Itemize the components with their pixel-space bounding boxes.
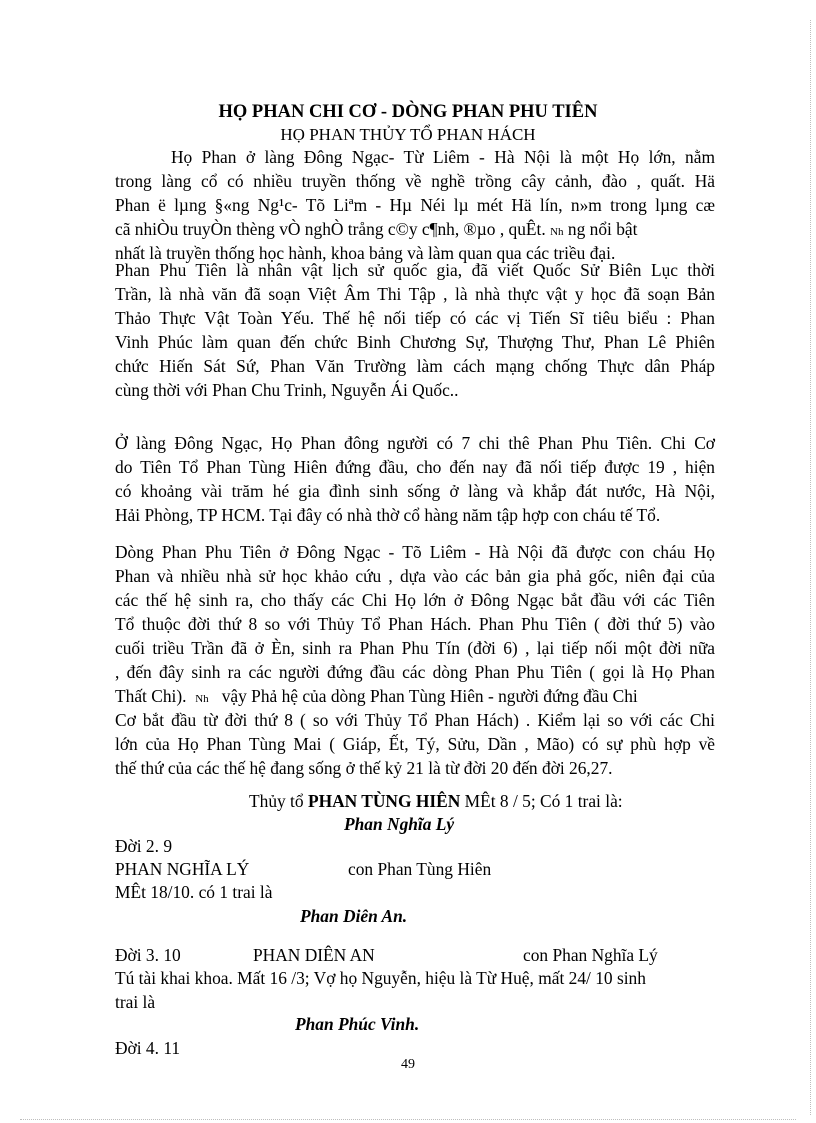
- small-text: Nh: [195, 693, 209, 705]
- text-line: [115, 684, 715, 708]
- paragraph-phan-phu-tien: [115, 258, 715, 402]
- thuy-to-name: PHAN TÙNG HIÊN: [307, 791, 461, 811]
- text-line: cùng thời với Phan Chu Trinh, Nguyễn Ái Quốc..: [115, 380, 459, 400]
- text-line: Cơ bắt đầu từ đời thứ 8 ( so với Thủy Tổ Phan Hách) . Kiểm lại so với các Chi: [115, 710, 715, 730]
- generation-note: trai là: [115, 992, 156, 1012]
- text-line: cuối triều Trần đã ở Èn, sinh ra Phan Phu Tín (đời 6) , lại tiếp nối một đời nữa: [115, 638, 715, 658]
- text-line: có khoảng vài trăm hé gia đình sinh sống ở làng và khắp đát nước, Hà Nội,: [115, 481, 715, 501]
- text-fragment: ng nổi bật: [567, 219, 638, 239]
- document-subtitle: HỌ PHAN THỦY TỔ PHAN HÁCH: [280, 125, 536, 144]
- text-fragment: Thất Chi).: [115, 686, 187, 706]
- text-line: Phan ë lµng §«ng Ng¹c- Tõ Liªm - Hµ Néi lµ mét Hä lín, n»m trong lµng cæ: [115, 195, 715, 215]
- text-line: Phan Phu Tiên là nhân vật lịch sử quốc gia, đã viết Quốc Sử Biên Lục thời: [115, 260, 715, 280]
- text-line: Thảo Thực Vật Toàn Yếu. Thế hệ nối tiếp có các vị Tiến Sĩ tiêu biểu : Phan: [115, 308, 715, 328]
- paragraph-dong-ngac: [115, 431, 715, 527]
- generation-name: PHAN NGHĨA LÝ: [115, 859, 250, 879]
- text-fragment: vậy Phả hệ của dòng Phan Tùng Hiên - người đứng đầu Chi: [221, 686, 638, 706]
- son-name: Phan Nghĩa Lý: [344, 814, 455, 834]
- text-line: Ở làng Đông Ngạc, Họ Phan đông người có 7 chi thê Phan Phu Tiên. Chi Cơ: [115, 433, 715, 453]
- son-name: Phan Diên An.: [300, 906, 408, 926]
- generation-parent: con Phan Nghĩa Lý: [523, 945, 658, 965]
- text-line: do Tiên Tổ Phan Tùng Hiên đứng đầu, cho đến nay đã nối tiếp được 19 , hiện: [115, 457, 715, 477]
- text-line: Vinh Phúc làm quan đến chức Binh Chương Sự, Thượng Thư, Phan Lê Phiên: [115, 332, 715, 352]
- text-line: , đến đây sinh ra các người đứng đầu các dòng Phan Phu Tiên ( gọi là Họ Phan: [115, 662, 715, 682]
- page-number: 49: [401, 1057, 415, 1072]
- text-line: Trần, là nhà văn đã soạn Việt Âm Thi Tập , là nhà thực vật y học đã soạn Bản: [115, 284, 715, 304]
- small-text: Nh: [550, 226, 564, 238]
- son-name: Phan Phúc Vinh.: [295, 1014, 420, 1034]
- paragraph-lineage: [115, 540, 715, 780]
- generation-label: Đời 3. 10: [115, 945, 181, 965]
- generation-note: Tú tài khai khoa. Mất 16 /3; Vợ họ Nguyễn, hiệu là Từ Huệ, mất 24/ 10 sinh: [115, 968, 646, 988]
- text-line: chức Hiến Sát Sứ, Phan Văn Trường làm cách mạng chống Thực dân Pháp: [115, 356, 715, 376]
- generation-parent: con Phan Tùng Hiên: [348, 859, 492, 879]
- text-line: các thế hệ sinh ra, cho thấy các Chi Họ lớn ở Đông Ngạc bắt đầu với các Tiên: [115, 590, 715, 610]
- page-border-bottom: [20, 1119, 796, 1120]
- document-title: HỌ PHAN CHI CƠ - DÒNG PHAN PHU TIÊN: [218, 102, 598, 122]
- text-line: lớn của Họ Phan Tùng Mai ( Giáp, Ết, Tý, Sửu, Dần , Mão) có sự phù hợp về: [115, 734, 715, 754]
- paragraph-intro: [115, 145, 715, 265]
- text-line: trong làng cổ có nhiều truyền thống về nghề trồng cây cảnh, đào , quất. Hä: [115, 171, 715, 191]
- garbled-text: cã nhiÒu truyÒn thèng vÒ nghÒ trång c©y c¶nh, ®µo , quÊt.: [115, 219, 546, 239]
- generation-name: PHAN DIÊN AN: [253, 945, 375, 965]
- thuy-to-line: [249, 789, 623, 813]
- page-border-right: [810, 20, 811, 1115]
- text-line: Hải Phòng, TP HCM. Tại đây có nhà thờ cổ hàng năm tập hợp con cháu tế Tổ.: [115, 505, 661, 525]
- generation-note: MÊt 18/10. có 1 trai là: [115, 882, 273, 902]
- text-line: Phan và nhiều nhà sử học khảo cứu , dựa vào các bản gia phả gốc, niên đại của: [115, 566, 715, 586]
- generation-label: Đời 4. 11: [115, 1038, 181, 1058]
- thuy-to-prefix: Thủy tổ: [249, 791, 304, 811]
- text-line: nhất là truyền thống học hành, khoa bảng và làm quan qua các triều đại.: [115, 243, 616, 263]
- thuy-to-suffix: MÊt 8 / 5; Có 1 trai là:: [464, 791, 623, 811]
- text-line: Họ Phan ở làng Đông Ngạc- Từ Liêm - Hà Nội là một Họ lớn, nằm: [171, 147, 715, 167]
- generation-label: Đời 2. 9: [115, 836, 173, 856]
- text-line: [115, 217, 715, 241]
- text-line: Tổ thuộc đời thứ 8 so với Thủy Tổ Phan Hách. Phan Phu Tiên ( đời thứ 5) vào: [115, 614, 715, 634]
- text-line: thế thứ của các thế hệ đang sống ở thế kỷ 21 là từ đời 20 đến đời 26,27.: [115, 758, 613, 778]
- text-line: Dòng Phan Phu Tiên ở Đông Ngạc - Tõ Liêm - Hà Nội đã được con cháu Họ: [115, 542, 715, 562]
